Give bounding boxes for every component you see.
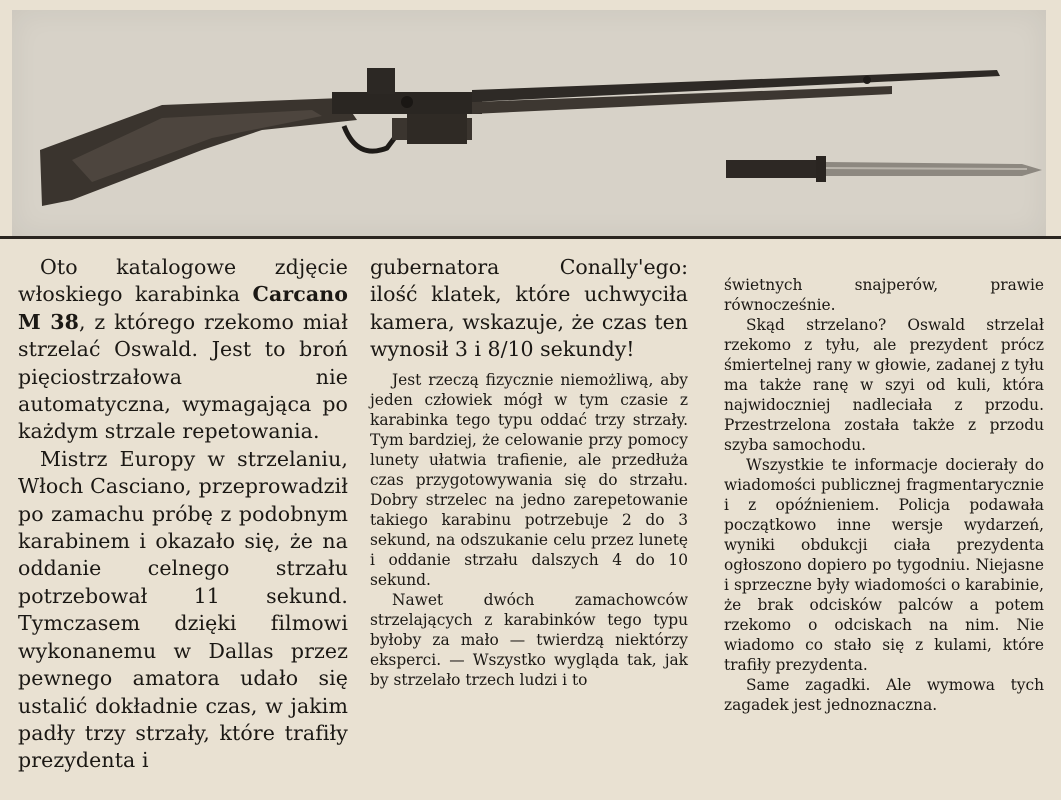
text: , z którego rzekomo miał strzelać Oswald. Jest to broń pięciostrzałowa nie automatyczna, wymagająca po każdym strzale repetowania.: [18, 309, 348, 444]
paragraph: świetnych snajperów, prawie równocześnie.: [724, 276, 1044, 314]
rifle-name: Carcano M 38: [18, 282, 348, 334]
text: Oto katalogowe zdjęcie włoskiego karabinka: [18, 255, 348, 307]
photo-divider: [0, 236, 1061, 239]
paragraph: Wszystkie te informacje docierały do wiadomości publicznej fragmentarycznie i z opóźnieniem. Policja podawała początkowo inne wersje wydarzeń, wyniki obdukcji ciała prezydenta ogłoszono dopiero po tygodniu. Niejasne i sprzeczne były wiadomości o karabinie, że brak odcisków palców a potem rzekomo o odciskach na nim. Nie wiadomo co stało się z kulami, które trafiły prezydenta.: [724, 456, 1044, 674]
column-2: [370, 254, 688, 690]
paragraph: Skąd strzelano? Oswald strzelał rzekomo z tyłu, ale prezydent prócz śmiertelnej rany w głowie, zadanej z tyłu ma także ranę w szyi od kuli, która najwidoczniej nadleciała z przodu. Przestrzelona została także z przodu szyba samochodu.: [724, 316, 1044, 454]
paragraph: Nawet dwóch zamachowców strzelających z karabinków tego typu byłoby za mało — twierdzą niektórzy eksperci. — Wszystko wygląda tak, jak by strzelało trzech ludzi i to: [370, 590, 688, 689]
paragraph: Mistrz Europy w strzelaniu, Włoch Casciano, przeprowadził po zamachu próbę z podobnym karabinem i okazało się, że na oddanie celnego strzału potrzebował 11 sekund. Tymczasem dzięki filmowi wykonanemu w Dallas przez pewnego amatora udało się ustalić dokładnie czas, w jakim padły trzy strzały, które trafiły prezydenta i: [18, 446, 348, 773]
bayonet-handle: [726, 160, 816, 178]
column-1: [18, 254, 348, 775]
paragraph: Jest rzeczą fizycznie niemożliwą, aby jeden człowiek mógł w tym czasie z karabinka tego typu oddać trzy strzały. Tym bardziej, że celowanie przy pomocy lunety ułatwia trafienie, ale przedłuża czas przygotowywania się do strzału. Dobry strzelec na jedno zarepetowanie takiego karabinu potrzebuje 2 do 3 sekund, na odszukanie celu przez lunetę i oddanie strzału dalszych 4 do 10 sekund.: [370, 370, 688, 589]
paragraph: gubernatora Conally'ego: ilość klatek, które uchwyciła kamera, wskazuje, że czas ten wynosił 3 i 8/10 sekundy!: [370, 255, 688, 362]
column-3: [724, 275, 1044, 715]
rifle-illustration: [12, 10, 1046, 236]
rifle-photo: [12, 10, 1046, 236]
paragraph: Same zagadki. Ale wymowa tych zagadek jest jednoznaczna.: [724, 676, 1044, 714]
paragraph: [18, 254, 348, 446]
